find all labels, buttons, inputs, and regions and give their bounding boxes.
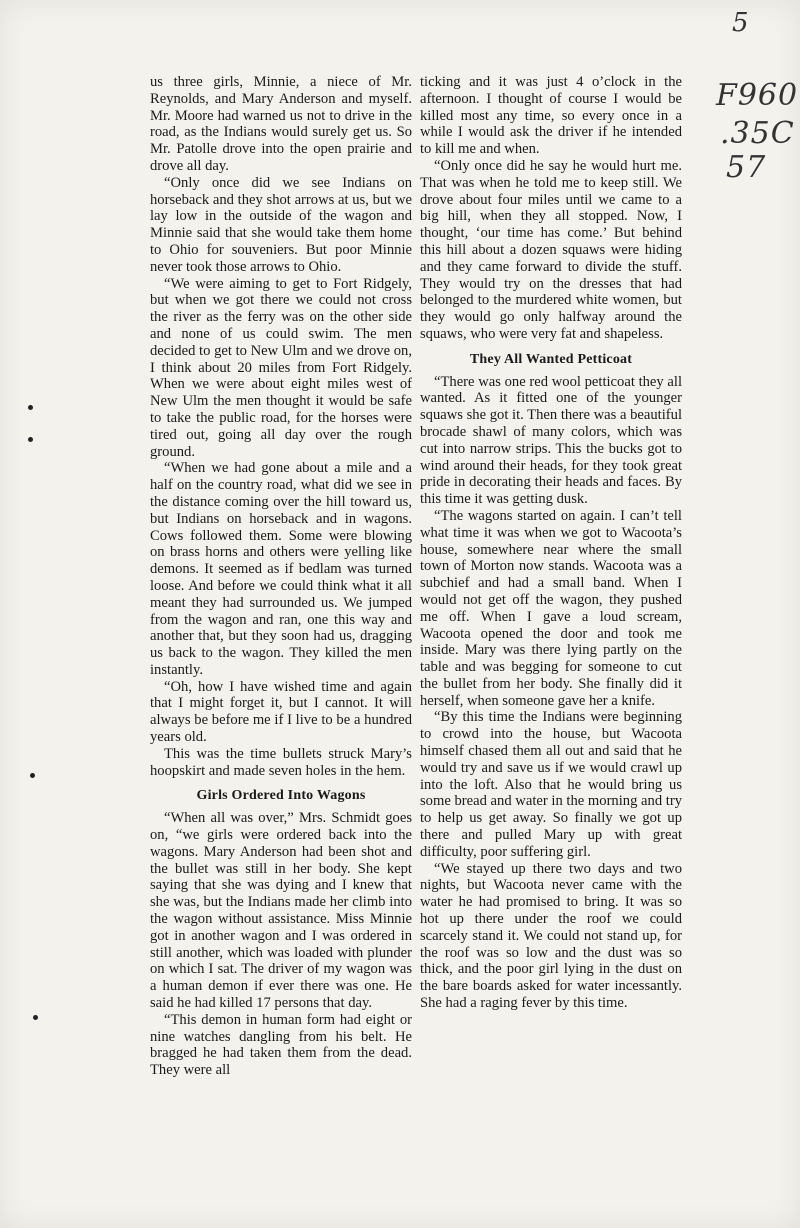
paragraph: “This demon in human form had eight or nine watches dangling from his belt. He bragged he had taken them from the dead. They were all	[150, 1011, 412, 1079]
page-number: 5	[732, 8, 750, 38]
paragraph: This was the time bullets struck Mary’s hoopskirt and made seven holes in the hem.	[150, 745, 412, 779]
handwritten-note-number: 57	[726, 150, 767, 185]
paragraph: us three girls, Minnie, a niece of Mr. Reynolds, and Mary Anderson and myself. Mr. Moore had warned us not to drive in the road, as the Indians would surely get us. So Mr. Patolle drove into the open prairie and drove all day.	[150, 74, 412, 174]
paragraph: “We were aiming to get to Fort Ridgely, but when we got there we could not cross the river as the ferry was on the other side and none of us could swim. The men decided to get to New Ulm and we drove on, I think about 20 miles from Fort Ridgely. When we were about eight miles west of New Ulm the men thought it would be safe to take the public road, for the horses were tired out, going all day over the rough ground.	[150, 275, 412, 460]
section-heading: Girls Ordered Into Wagons	[196, 788, 366, 804]
paragraph: “There was one red wool petticoat they all wanted. As it fitted one of the younger squaws she got it. Then there was a beautiful brocade shawl of many colors, which was cut into narrow strips. This the bucks got to wind around their heads, for they took great pride in decorating their heads and faces. By this time it was getting dusk.	[420, 373, 682, 508]
section-heading: They All Wanted Petticoat	[469, 351, 633, 367]
article-column-left	[150, 74, 412, 1079]
paragraph: “The wagons started on again. I can’t tell what time it was when we got to Wacoota’s house, somewhere near where the small town of Morton now stands. Wacoota was a subchief and had a small band. When I would not get off the wagon, they pushed me off. When I gave a loud scream, Wacoota opened the door and took me inside. Mary was there lying partly on the table and was begging for someone to cut the bullet from her body. She finally did it herself, when someone gave her a knife.	[420, 507, 682, 709]
paragraph: “We stayed up there two days and two nights, but Wacoota never came with the water he had promised to bring. It was so hot up there under the roof we could scarcely stand it. We could not stand up, for the roof was so low and the dust was so thick, and the poor girl lying in the dust on the bare boards asked for water incessantly. She had a raging fever by this time.	[420, 860, 682, 1012]
punch-hole-mark	[30, 773, 35, 778]
paragraph: “By this time the Indians were beginning to crowd into the house, but Wacoota himself chased them all out and said that he would try and save us if we would crawl up into the loft. Also that he would bring us some bread and water in the morning and try to help us get away. So finally we got up there and pulled Mary up with great difficulty, poor suffering girl.	[420, 709, 682, 860]
paragraph: “When all was over,” Mrs. Schmidt goes on, “we girls were ordered back into the wagons. Mary Anderson had been shot and the bullet was still in her body. She kept saying that she was dying and I knew that she was, but the Indians made her climb into the wagon without assistance. Miss Minnie got in another wagon and I was ordered in still another, which was loaded with plunder on which I sat. The driver of my wagon was a human demon if ever there was one. He said he had killed 17 persons that day.	[150, 810, 412, 1012]
punch-hole-mark	[33, 1015, 38, 1020]
paragraph: “Only once did he say he would hurt me. That was when he told me to keep still. We drove about four miles until we came to a big hill, when they all stopped. Now, I thought, ‘our time has come.’ But behind this hill about a dozen squaws were hiding and they came forward to divide the stuff. They would try on the dresses that had belonged to the murdered white women, but they would go only halfway around the squaws, who were very fat and shapeless.	[420, 157, 682, 342]
punch-hole-mark	[28, 405, 33, 410]
paragraph: “Only once did we see Indians on horseback and they shot arrows at us, but we lay low in the outside of the wagon and Minnie said that she would take them home to Ohio for souveniers. But poor Minnie never took those arrows to Ohio.	[150, 174, 412, 275]
paragraph: “When we had gone about a mile and a half on the country road, what did we see in the distance coming over the hill toward us, but Indians on horseback and in wagons. Cows followed them. Some were blowing on brass horns and others were yelling like demons. It seemed as if bedlam was turned loose. And before we could think what it all meant they had surrounded us. We jumped from the wagon and ran, one this way and another that, but they soon had us, dragging us back to the wagon. They killed the men instantly.	[150, 460, 412, 678]
article-column-right	[420, 74, 682, 1012]
punch-hole-mark	[28, 437, 33, 442]
handwritten-note-class: .35C	[720, 116, 795, 151]
handwritten-note-catalog: F960	[716, 78, 799, 113]
paragraph: ticking and it was just 4 o’clock in the afternoon. I thought of course I would be killed most any time, so every once in a while I would ask the driver if he intended to kill me and when.	[420, 74, 682, 158]
paragraph: “Oh, how I have wished time and again that I might forget it, but I cannot. It will always be before me if I live to be a hundred years old.	[150, 678, 412, 746]
